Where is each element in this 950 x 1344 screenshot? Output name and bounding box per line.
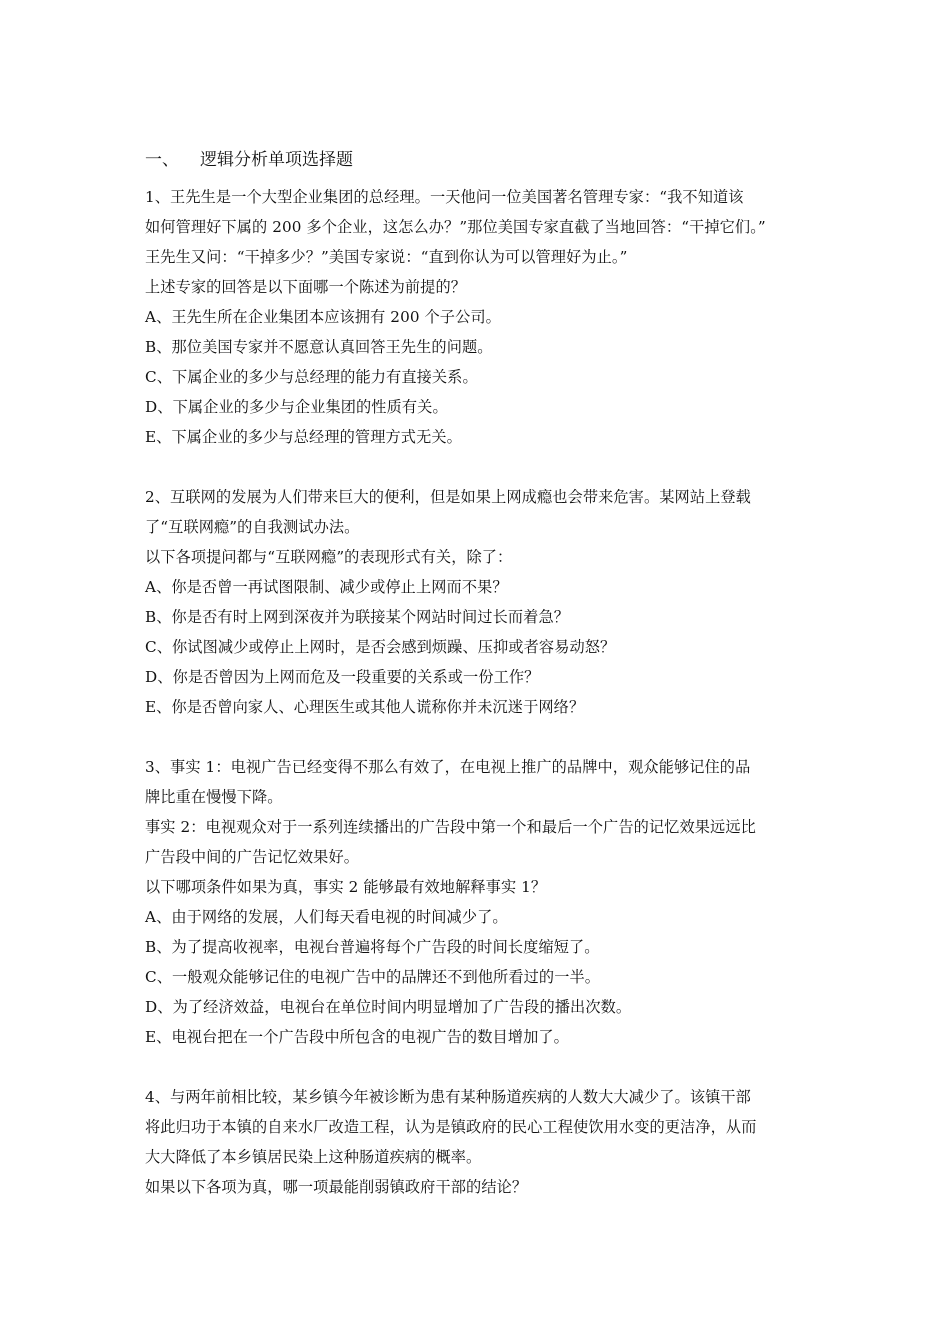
question-3-option-d: D、为了经济效益，电视台在单位时间内明显增加了广告段的播出次数。 (145, 998, 632, 1016)
question-3-prompt: 以下哪项条件如果为真，事实 2 能够最有效地解释事实 1？ (145, 878, 547, 896)
question-1-option-a: A、王先生所在企业集团本应该拥有 200 个子公司。 (145, 308, 501, 326)
question-1-option-e: E、下属企业的多少与总经理的管理方式无关。 (145, 428, 462, 446)
question-1-option-b: B、那位美国专家并不愿意认真回答王先生的问题。 (145, 338, 493, 356)
question-1 (145, 182, 815, 452)
question-3-fact1-line-2: 牌比重在慢慢下降。 (145, 788, 283, 806)
section-heading (145, 148, 815, 172)
question-3-option-c: C、一般观众能够记住的电视广告中的品牌还不到他所看过的一半。 (145, 968, 601, 986)
question-1-option-d: D、下属企业的多少与企业集团的性质有关。 (145, 398, 448, 416)
question-2-option-c: C、你试图减少或停止上网时，是否会感到烦躁、压抑或者容易动怒？ (145, 638, 616, 656)
question-3-option-b: B、为了提高收视率，电视台普遍将每个广告段的时间长度缩短了。 (145, 938, 600, 956)
question-3-fact1-line-1: 3、事实 1：电视广告已经变得不那么有效了，在电视上推广的品牌中，观众能够记住的品 (145, 758, 751, 776)
question-4-stem-line-2: 将此归功于本镇的自来水厂改造工程，认为是镇政府的民心工程使饮用水变的更洁净，从而 (145, 1118, 757, 1136)
question-3-fact2-line-2: 广告段中间的广告记忆效果好。 (145, 848, 360, 866)
question-2-option-b: B、你是否有时上网到深夜并为联接某个网站时间过长而着急？ (145, 608, 570, 626)
question-2 (145, 482, 815, 722)
question-4-stem-line-1: 4、与两年前相比较，某乡镇今年被诊断为患有某种肠道疾病的人数大大减少了。该镇干部 (145, 1088, 751, 1106)
question-1-stem-line-3: 王先生又问：“干掉多少？”美国专家说：“直到你认为可以管理好为止。” (145, 248, 628, 266)
question-4 (145, 1082, 815, 1202)
question-2-stem-line-1: 2、互联网的发展为人们带来巨大的便利，但是如果上网成瘾也会带来危害。某网站上登载 (145, 488, 751, 506)
question-2-option-d: D、你是否曾因为上网而危及一段重要的关系或一份工作？ (145, 668, 540, 686)
question-2-stem-line-2: 了“互联网瘾”的自我测试办法。 (145, 518, 360, 536)
question-1-prompt: 上述专家的回答是以下面哪一个陈述为前提的？ (145, 278, 467, 296)
question-3-option-a: A、由于网络的发展，人们每天看电视的时间减少了。 (145, 908, 508, 926)
question-3-option-e: E、电视台把在一个广告段中所包含的电视广告的数目增加了。 (145, 1028, 569, 1046)
blank-line (145, 1052, 815, 1082)
question-4-stem-line-3: 大大降低了本乡镇居民染上这种肠道疾病的概率。 (145, 1148, 482, 1166)
section-number: 一、 (145, 150, 179, 170)
question-2-prompt: 以下各项提问都与“互联网瘾”的表现形式有关，除了： (145, 548, 513, 566)
blank-line (145, 722, 815, 752)
section-title: 逻辑分析单项选择题 (200, 150, 353, 170)
question-1-option-c: C、下属企业的多少与总经理的能力有直接关系。 (145, 368, 478, 386)
blank-line (145, 452, 815, 482)
question-1-stem-line-1: 1、王先生是一个大型企业集团的总经理。一天他问一位美国著名管理专家：“我不知道该 (145, 188, 744, 206)
question-3-fact2-line-1: 事实 2：电视观众对于一系列连续播出的广告段中第一个和最后一个广告的记忆效果远远比 (145, 818, 756, 836)
question-3 (145, 752, 815, 1052)
document-content (145, 148, 815, 1202)
question-4-prompt: 如果以下各项为真，哪一项最能削弱镇政府干部的结论？ (145, 1178, 528, 1196)
question-1-stem-line-2: 如何管理好下属的 200 多个企业，这怎么办？”那位美国专家直截了当地回答：“干掉它们。” (145, 218, 766, 236)
question-2-option-a: A、你是否曾一再试图限制、减少或停止上网而不果？ (145, 578, 508, 596)
question-2-option-e: E、你是否曾向家人、心理医生或其他人谎称你并未沉迷于网络？ (145, 698, 585, 716)
